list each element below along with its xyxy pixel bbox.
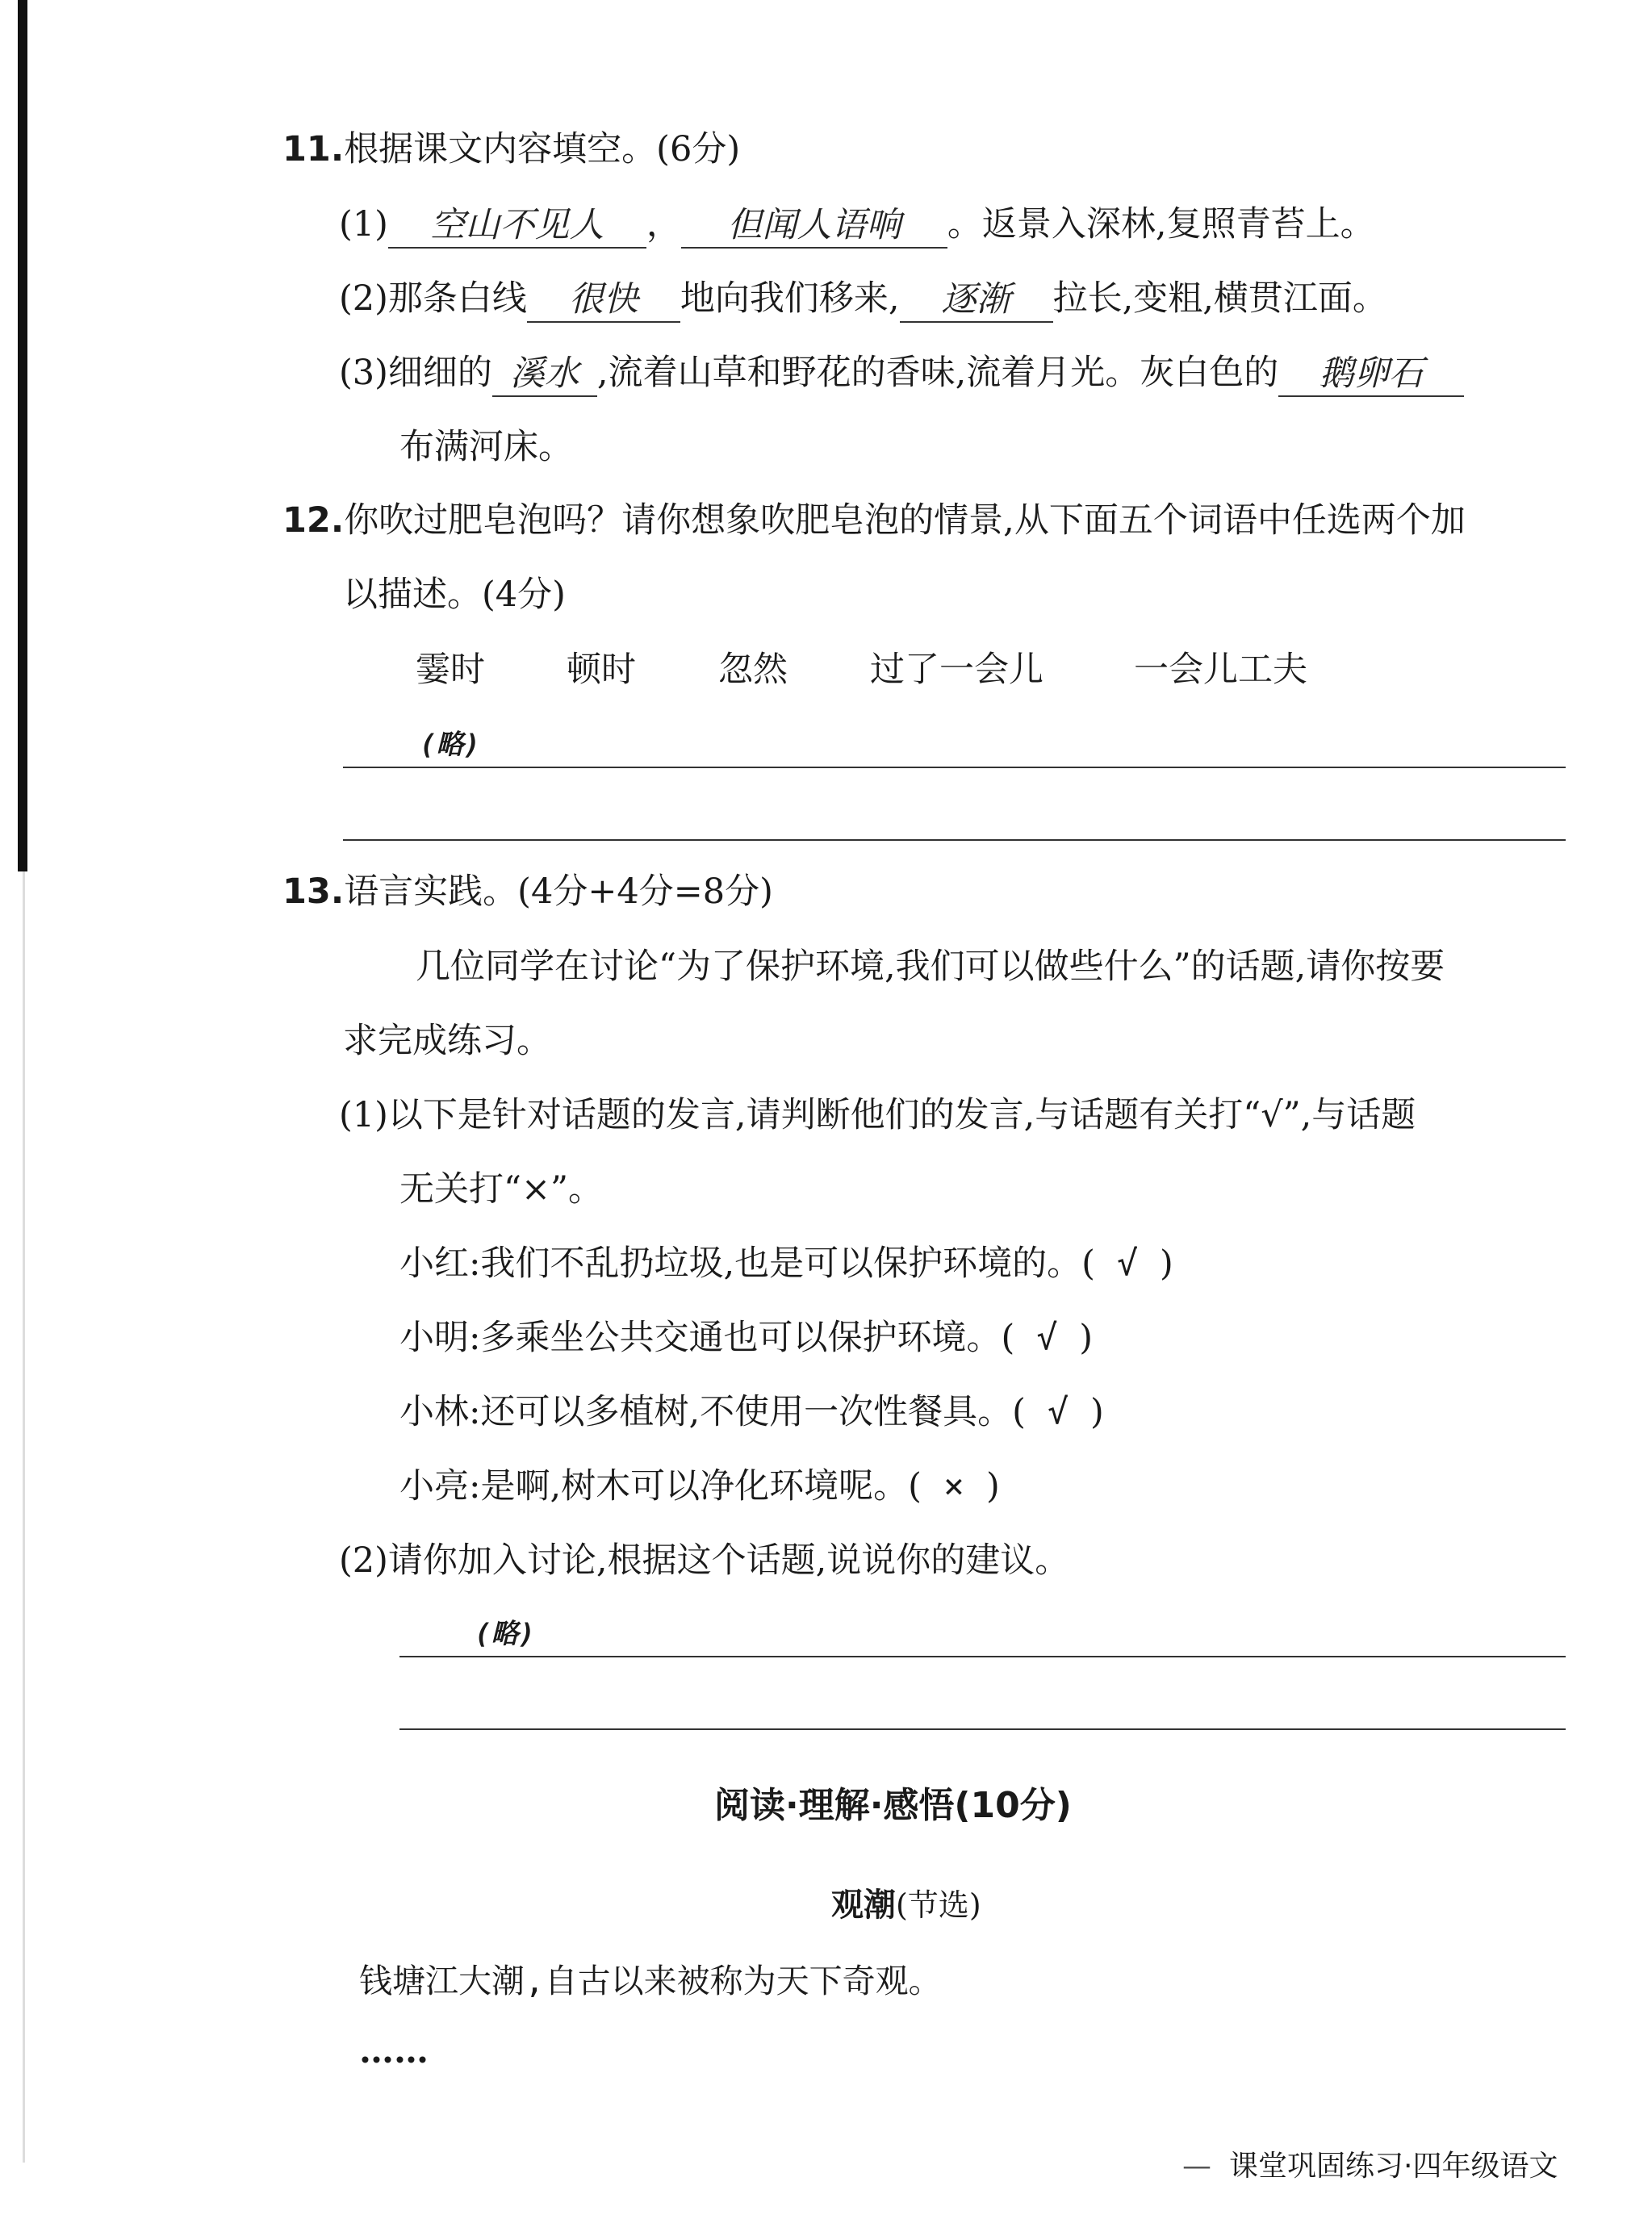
q12-answer-line-1[interactable] <box>343 767 1566 768</box>
q12-word: 霎时 <box>416 650 485 690</box>
q13-item-close: ) <box>985 1466 1000 1507</box>
q13-answer: (略) <box>475 1618 535 1650</box>
q12-word: 忽然 <box>718 650 788 690</box>
q13-item-text: 小林:还可以多植树,不使用一次性餐具。( <box>399 1392 1026 1432</box>
q11-s1-label: (1) <box>339 204 388 244</box>
q13-item <box>399 1388 1104 1436</box>
q12-word-list <box>416 646 1307 694</box>
article-line-1: 钱塘江大潮,自古以来被称为天下奇观。 <box>359 1962 942 2000</box>
q13-answer-line-2[interactable] <box>399 1728 1566 1730</box>
footer-text: 课堂巩固练习·四年级语文 <box>1229 2150 1558 2183</box>
q11-title-line <box>282 125 740 173</box>
q12-line2: 以描述。(4分) <box>343 575 566 615</box>
scan-edge-fold <box>23 871 25 2163</box>
q11-s3-mid: ,流着山草和野花的香味,流着月光。灰白色的 <box>596 353 1279 393</box>
q11-s1 <box>339 200 1375 249</box>
q13-item-mark[interactable]: √ <box>1047 1392 1069 1432</box>
q13-title: 语言实践。(4分+4分=8分) <box>344 871 773 912</box>
q13-p1-line1: (1)以下是针对话题的发言,请判断他们的发言,与话题有关打“√”,与话题 <box>339 1095 1416 1135</box>
q11-s2-label: (2)那条白线 <box>339 278 527 319</box>
q11-s1-blank2[interactable]: 但闻人语响 <box>681 203 947 249</box>
q11-s3-blank1[interactable]: 溪水 <box>492 352 597 397</box>
q11-number: 11. <box>282 129 345 169</box>
q12-text1: 你吹过肥皂泡吗？请你想象吹肥皂泡的情景,从下面五个词语中任选两个加 <box>344 500 1466 541</box>
q13-intro-line1: 几位同学在讨论“为了保护环境,我们可以做些什么”的话题,请你按要 <box>416 947 1445 987</box>
q13-intro-line2: 求完成练习。 <box>343 1021 551 1061</box>
q13-answer-line-1[interactable] <box>399 1656 1566 1657</box>
q12-word: 一会儿工夫 <box>1134 650 1307 690</box>
q11-s2-mid: 地向我们移来, <box>680 278 900 319</box>
q13-item-mark[interactable]: × <box>943 1466 964 1507</box>
footer <box>1182 2142 1558 2191</box>
reading-section-title: 阅读·理解·感悟(10分) <box>714 1785 1072 1826</box>
q13-p2: (2)请你加入讨论,根据这个话题,说说你的建议。 <box>339 1540 1070 1581</box>
q12-number: 12. <box>282 500 345 541</box>
q11-s3-blank2[interactable]: 鹅卵石 <box>1278 352 1464 397</box>
q13-item-close: ) <box>1089 1392 1104 1432</box>
q11-s2-rest: 拉长,变粗,横贯江面。 <box>1052 278 1387 319</box>
q11-title: 根据课文内容填空。(6分) <box>344 129 741 169</box>
q11-s3 <box>339 349 1464 397</box>
scan-edge-shadow <box>18 0 27 871</box>
q13-item <box>399 1239 1173 1288</box>
q13-p1-line2: 无关打“×”。 <box>399 1169 603 1210</box>
q13-title-line <box>282 867 773 916</box>
article-title: 观潮 <box>831 1887 896 1924</box>
article-ellipsis: …… <box>359 2031 429 2071</box>
q12-word: 过了一会儿 <box>870 650 1043 690</box>
q11-s2-blank2[interactable]: 逐渐 <box>900 278 1053 323</box>
q13-item <box>399 1462 1000 1511</box>
q11-s2 <box>339 274 1387 323</box>
q13-item-close: ) <box>1079 1318 1094 1358</box>
q11-s2-blank1[interactable]: 很快 <box>527 278 680 323</box>
q12-answer-line-2[interactable] <box>343 839 1566 841</box>
q13-item-mark[interactable]: √ <box>1036 1318 1058 1358</box>
q13-number: 13. <box>282 871 345 912</box>
article-subtitle: (节选) <box>896 1887 981 1923</box>
q11-s1-sep: ， <box>646 204 681 244</box>
q13-item-close: ) <box>1159 1243 1173 1284</box>
footer-dash: — <box>1182 2150 1211 2183</box>
article-title-line <box>831 1880 981 1929</box>
q13-item <box>399 1314 1093 1362</box>
q13-item-mark[interactable]: √ <box>1116 1243 1138 1284</box>
q11-s1-rest: 。返景入深林,复照青苔上。 <box>947 204 1375 244</box>
q12-line1 <box>282 496 1466 545</box>
q12-answer: (略) <box>420 729 480 761</box>
q11-s3-label: (3)细细的 <box>339 353 492 393</box>
q11-s1-blank1[interactable]: 空山不见人 <box>388 203 646 249</box>
q13-item-text: 小明:多乘坐公共交通也可以保护环境。( <box>399 1318 1015 1358</box>
q12-word: 顿时 <box>567 650 636 690</box>
q11-s3-cont: 布满河床。 <box>399 427 573 467</box>
q13-item-text: 小红:我们不乱扔垃圾,也是可以保护环境的。( <box>399 1243 1095 1284</box>
q13-item-text: 小亮:是啊,树木可以净化环境呢。( <box>399 1466 922 1507</box>
